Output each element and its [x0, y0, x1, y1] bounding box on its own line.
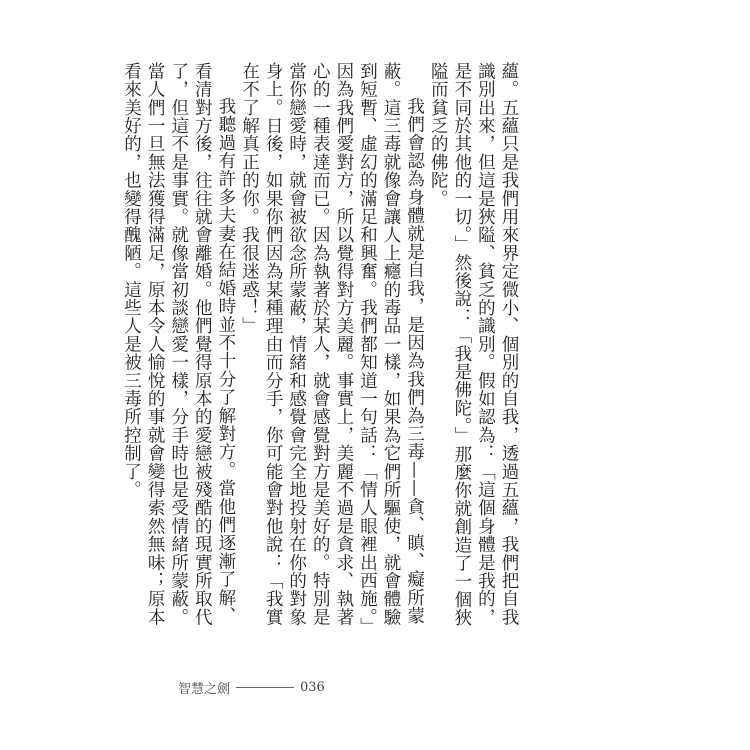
paragraph-2: 我們會認為身體就是自我，是因為我們為三毒——貪、瞋、癡所蒙蔽。這三毒就像會讓人上癮的毒品一樣，如果為它們所驅使，就會體驗到短暫、虛幻的滿足和興奮。我們都知道一句話：「情人眼裡出西施。」因為我們愛對方，所以覺得對方美麗。事實上，美麗不過是貪求、執著心的一種表達而已。因為執著於某人，就會感覺對方是美好的。特別是當你戀愛時，就會被欲念所蒙蔽，情緒和感覺會完全地投射在你的對象身上。日後，如果你們因為某種理由而分手，你可能會對他說：「我實在不了解真正的你。我很迷惑！」 — [239, 62, 425, 636]
running-title: 智慧之劍 — [178, 682, 231, 697]
footer-rule — [236, 687, 294, 688]
page-footer — [178, 678, 325, 697]
paragraph-1: 蘊。五蘊只是我們用來界定微小、個別的自我，透過五蘊，我們把自我識別出來，但這是狹隘、貧乏的識別。假如認為：「這個身體是我的，是不同於其他的一切。」然後說：「我是佛陀。」那麼你就創造了一個狹隘而貧乏的佛陀。 — [428, 62, 519, 627]
page-number: 036 — [300, 680, 325, 695]
body-text — [121, 62, 520, 636]
paragraph-3: 我聽過有許多夫妻在結婚時並不十分了解對方。當他們逐漸了解、看清對方後，往往就會離婚。他們覺得原本的愛戀被殘酷的現實所取代了，但這不是事實。就像當初談戀愛一樣，分手時也是受情緒所蒙蔽。當人們一旦無法獲得滿足，原本令人愉悅的事就會變得索然無味；原本看來美好的，也變得醜陋。這些人是被三毒所控制了。 — [121, 62, 236, 627]
